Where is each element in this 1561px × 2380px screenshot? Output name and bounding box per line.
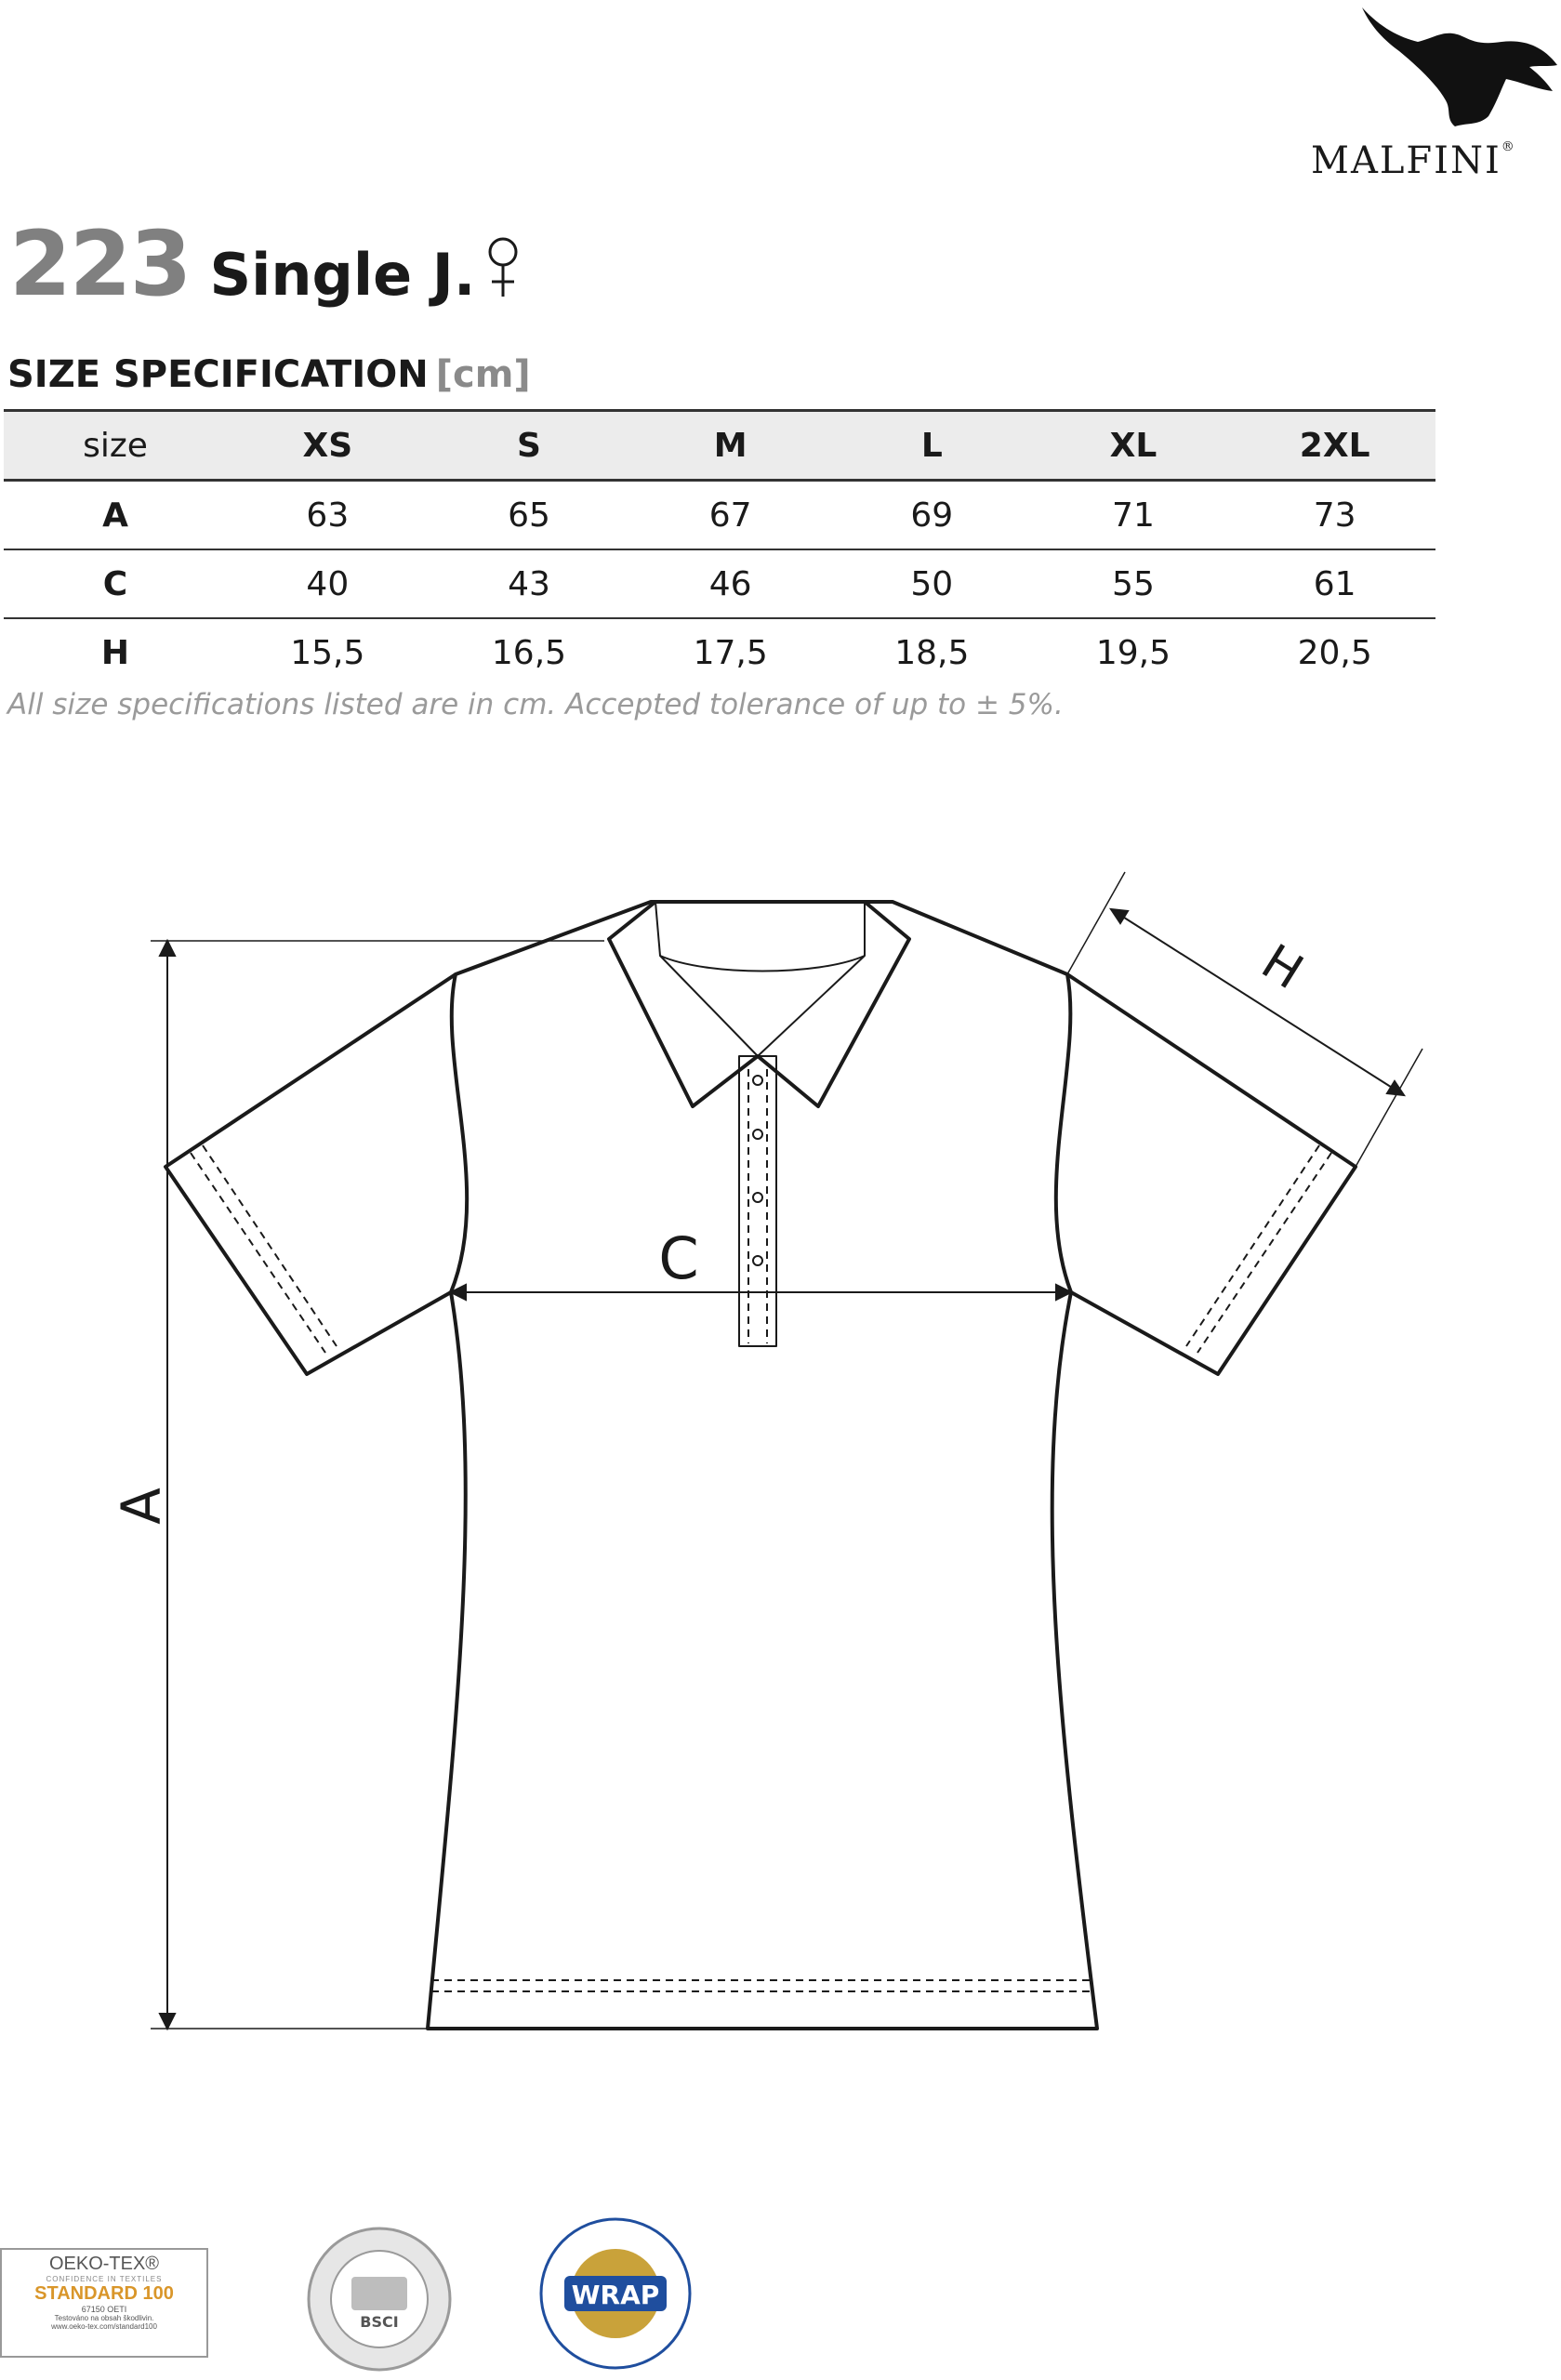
table-cell: 65 xyxy=(429,481,630,550)
table-cell: 17,5 xyxy=(693,633,768,672)
table-cell: 55 xyxy=(1033,549,1235,618)
size-header-2xl: 2XL xyxy=(1234,411,1435,481)
size-header-l: L xyxy=(831,411,1033,481)
table-cell: 61 xyxy=(1234,549,1435,618)
table-cell: 71 xyxy=(1033,481,1235,550)
table-row xyxy=(4,481,1435,550)
left-sleeve xyxy=(165,974,456,1374)
table-cell: 73 xyxy=(1234,481,1435,550)
dimension-label-c: C xyxy=(658,1224,699,1292)
spec-unit: [cm] xyxy=(435,353,531,396)
size-header-xl: XL xyxy=(1033,411,1235,481)
tolerance-note: All size specifications listed are in cm. Accepted tolerance of up to ± 5%. xyxy=(7,688,1064,721)
row-label: A xyxy=(4,481,227,550)
polo-shirt-diagram xyxy=(0,837,1561,2082)
dimension-label-a: A xyxy=(110,1488,173,1525)
table-cell: 69 xyxy=(831,481,1033,550)
size-column-header: size xyxy=(4,411,227,481)
table-cell: 19,5 xyxy=(1095,633,1171,672)
size-header-xs: XS xyxy=(227,411,429,481)
oeko-tex-badge: OEKO-TEX® CONFIDENCE IN TEXTILES STANDARD 100 67150 OETI Testováno na obsah škodlivin. www.oeko-tex.com/standard100 xyxy=(0,2248,208,2358)
table-cell: 46 xyxy=(629,549,831,618)
dimension-label-h: H xyxy=(1251,933,1313,1001)
svg-text:WRAP: WRAP xyxy=(571,2280,660,2310)
table-cell: 63 xyxy=(227,481,429,550)
bsci-badge xyxy=(305,2225,454,2373)
model-name: Single J. xyxy=(209,241,476,309)
table-cell: 43 xyxy=(429,549,630,618)
table-cell: 20,5 xyxy=(1297,633,1372,672)
row-label: C xyxy=(4,549,227,618)
table-cell: 67 xyxy=(629,481,831,550)
wrap-badge xyxy=(535,2213,697,2375)
table-row xyxy=(4,549,1435,618)
spec-heading: SIZE SPECIFICATION [cm] xyxy=(7,353,531,396)
shirt-body-outline xyxy=(428,902,1097,2029)
product-title xyxy=(9,212,520,314)
size-header-m: M xyxy=(629,411,831,481)
table-header-row xyxy=(4,411,1435,481)
brand-name: MALFINI® xyxy=(1311,139,1516,182)
table-cell: 40 xyxy=(227,549,429,618)
size-table xyxy=(4,409,1435,686)
table-row xyxy=(4,618,1435,686)
svg-text:BSCI: BSCI xyxy=(360,2313,399,2331)
model-number: 223 xyxy=(9,212,191,316)
size-header-s: S xyxy=(429,411,630,481)
table-cell: 18,5 xyxy=(894,633,970,672)
table-cell: 16,5 xyxy=(491,633,567,672)
table-cell: 15,5 xyxy=(290,633,365,672)
right-sleeve xyxy=(1067,974,1356,1374)
female-icon xyxy=(486,235,520,300)
table-cell: 50 xyxy=(831,549,1033,618)
row-label: H xyxy=(100,633,130,672)
